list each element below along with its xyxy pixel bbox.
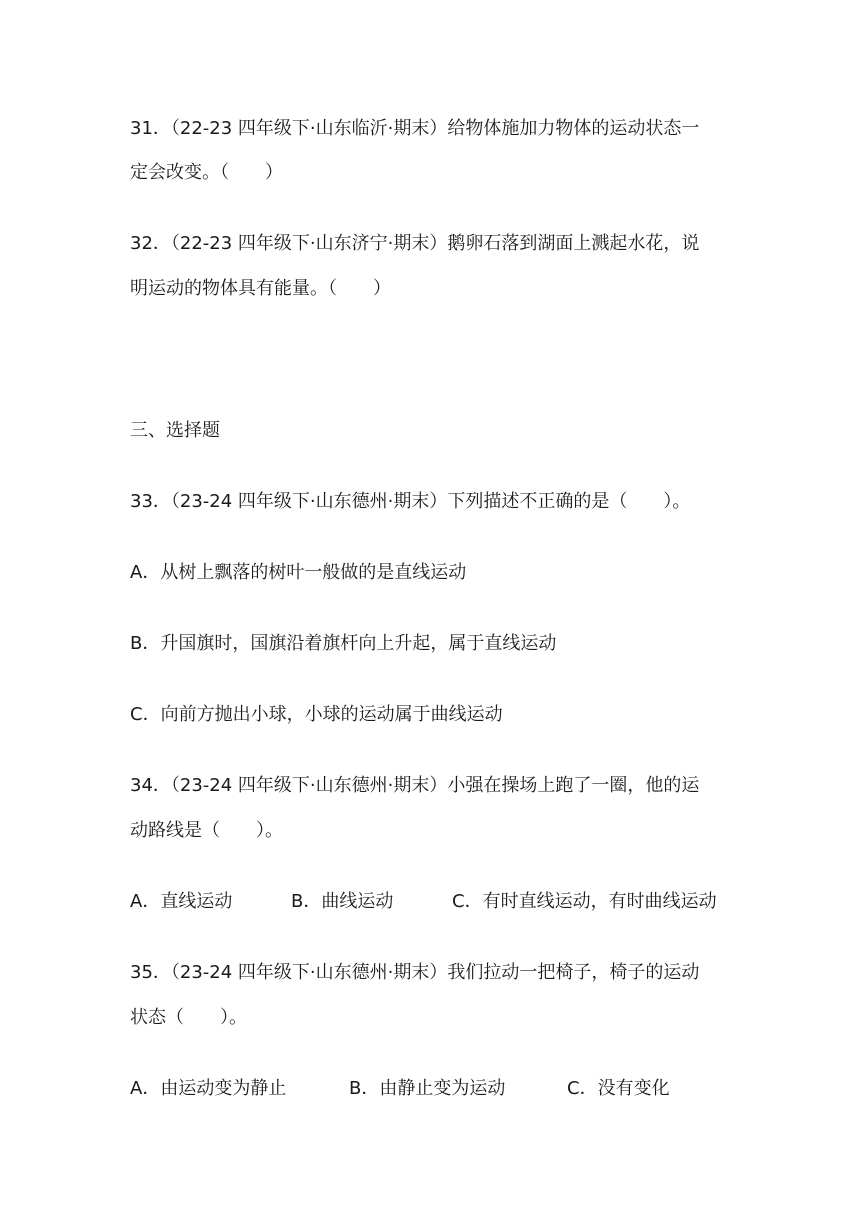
q34-option-b: B．曲线运动	[291, 891, 394, 912]
q31-line-1: 31．（22-23 四年级下·山东临沂·期末）给物体施加力物体的运动状态一	[130, 118, 700, 139]
q35-line-2: 状态（ ）。	[130, 1007, 247, 1028]
q35-option-b: B．由静止变为运动	[349, 1078, 506, 1099]
q35-option-a: A．由运动变为静止	[130, 1078, 287, 1099]
q33-stem: 33．（23-24 四年级下·山东德州·期末）下列描述不正确的是（ ）。	[130, 491, 691, 512]
q31-line-2: 定会改变。（ ）	[130, 162, 283, 183]
q33-option-c: C．向前方抛出小球，小球的运动属于曲线运动	[130, 704, 503, 725]
section-title: 三、选择题	[130, 420, 220, 441]
q34-option-c: C．有时直线运动，有时曲线运动	[452, 891, 717, 912]
q34-line-2: 动路线是（ ）。	[130, 820, 283, 841]
q34-line-1: 34．（23-24 四年级下·山东德州·期末）小强在操场上跑了一圈，他的运	[130, 775, 700, 796]
q34-option-a: A．直线运动	[130, 891, 233, 912]
q32-line-2: 明运动的物体具有能量。（ ）	[130, 278, 391, 299]
q35-option-c: C．没有变化	[567, 1078, 670, 1099]
q35-line-1: 35．（23-24 四年级下·山东德州·期末）我们拉动一把椅子，椅子的运动	[130, 962, 700, 983]
q32-line-1: 32．（22-23 四年级下·山东济宁·期末）鹅卵石落到湖面上溅起水花，说	[130, 233, 700, 254]
q33-option-b: B．升国旗时，国旗沿着旗杆向上升起，属于直线运动	[130, 633, 557, 654]
q33-option-a: A．从树上飘落的树叶一般做的是直线运动	[130, 562, 467, 583]
